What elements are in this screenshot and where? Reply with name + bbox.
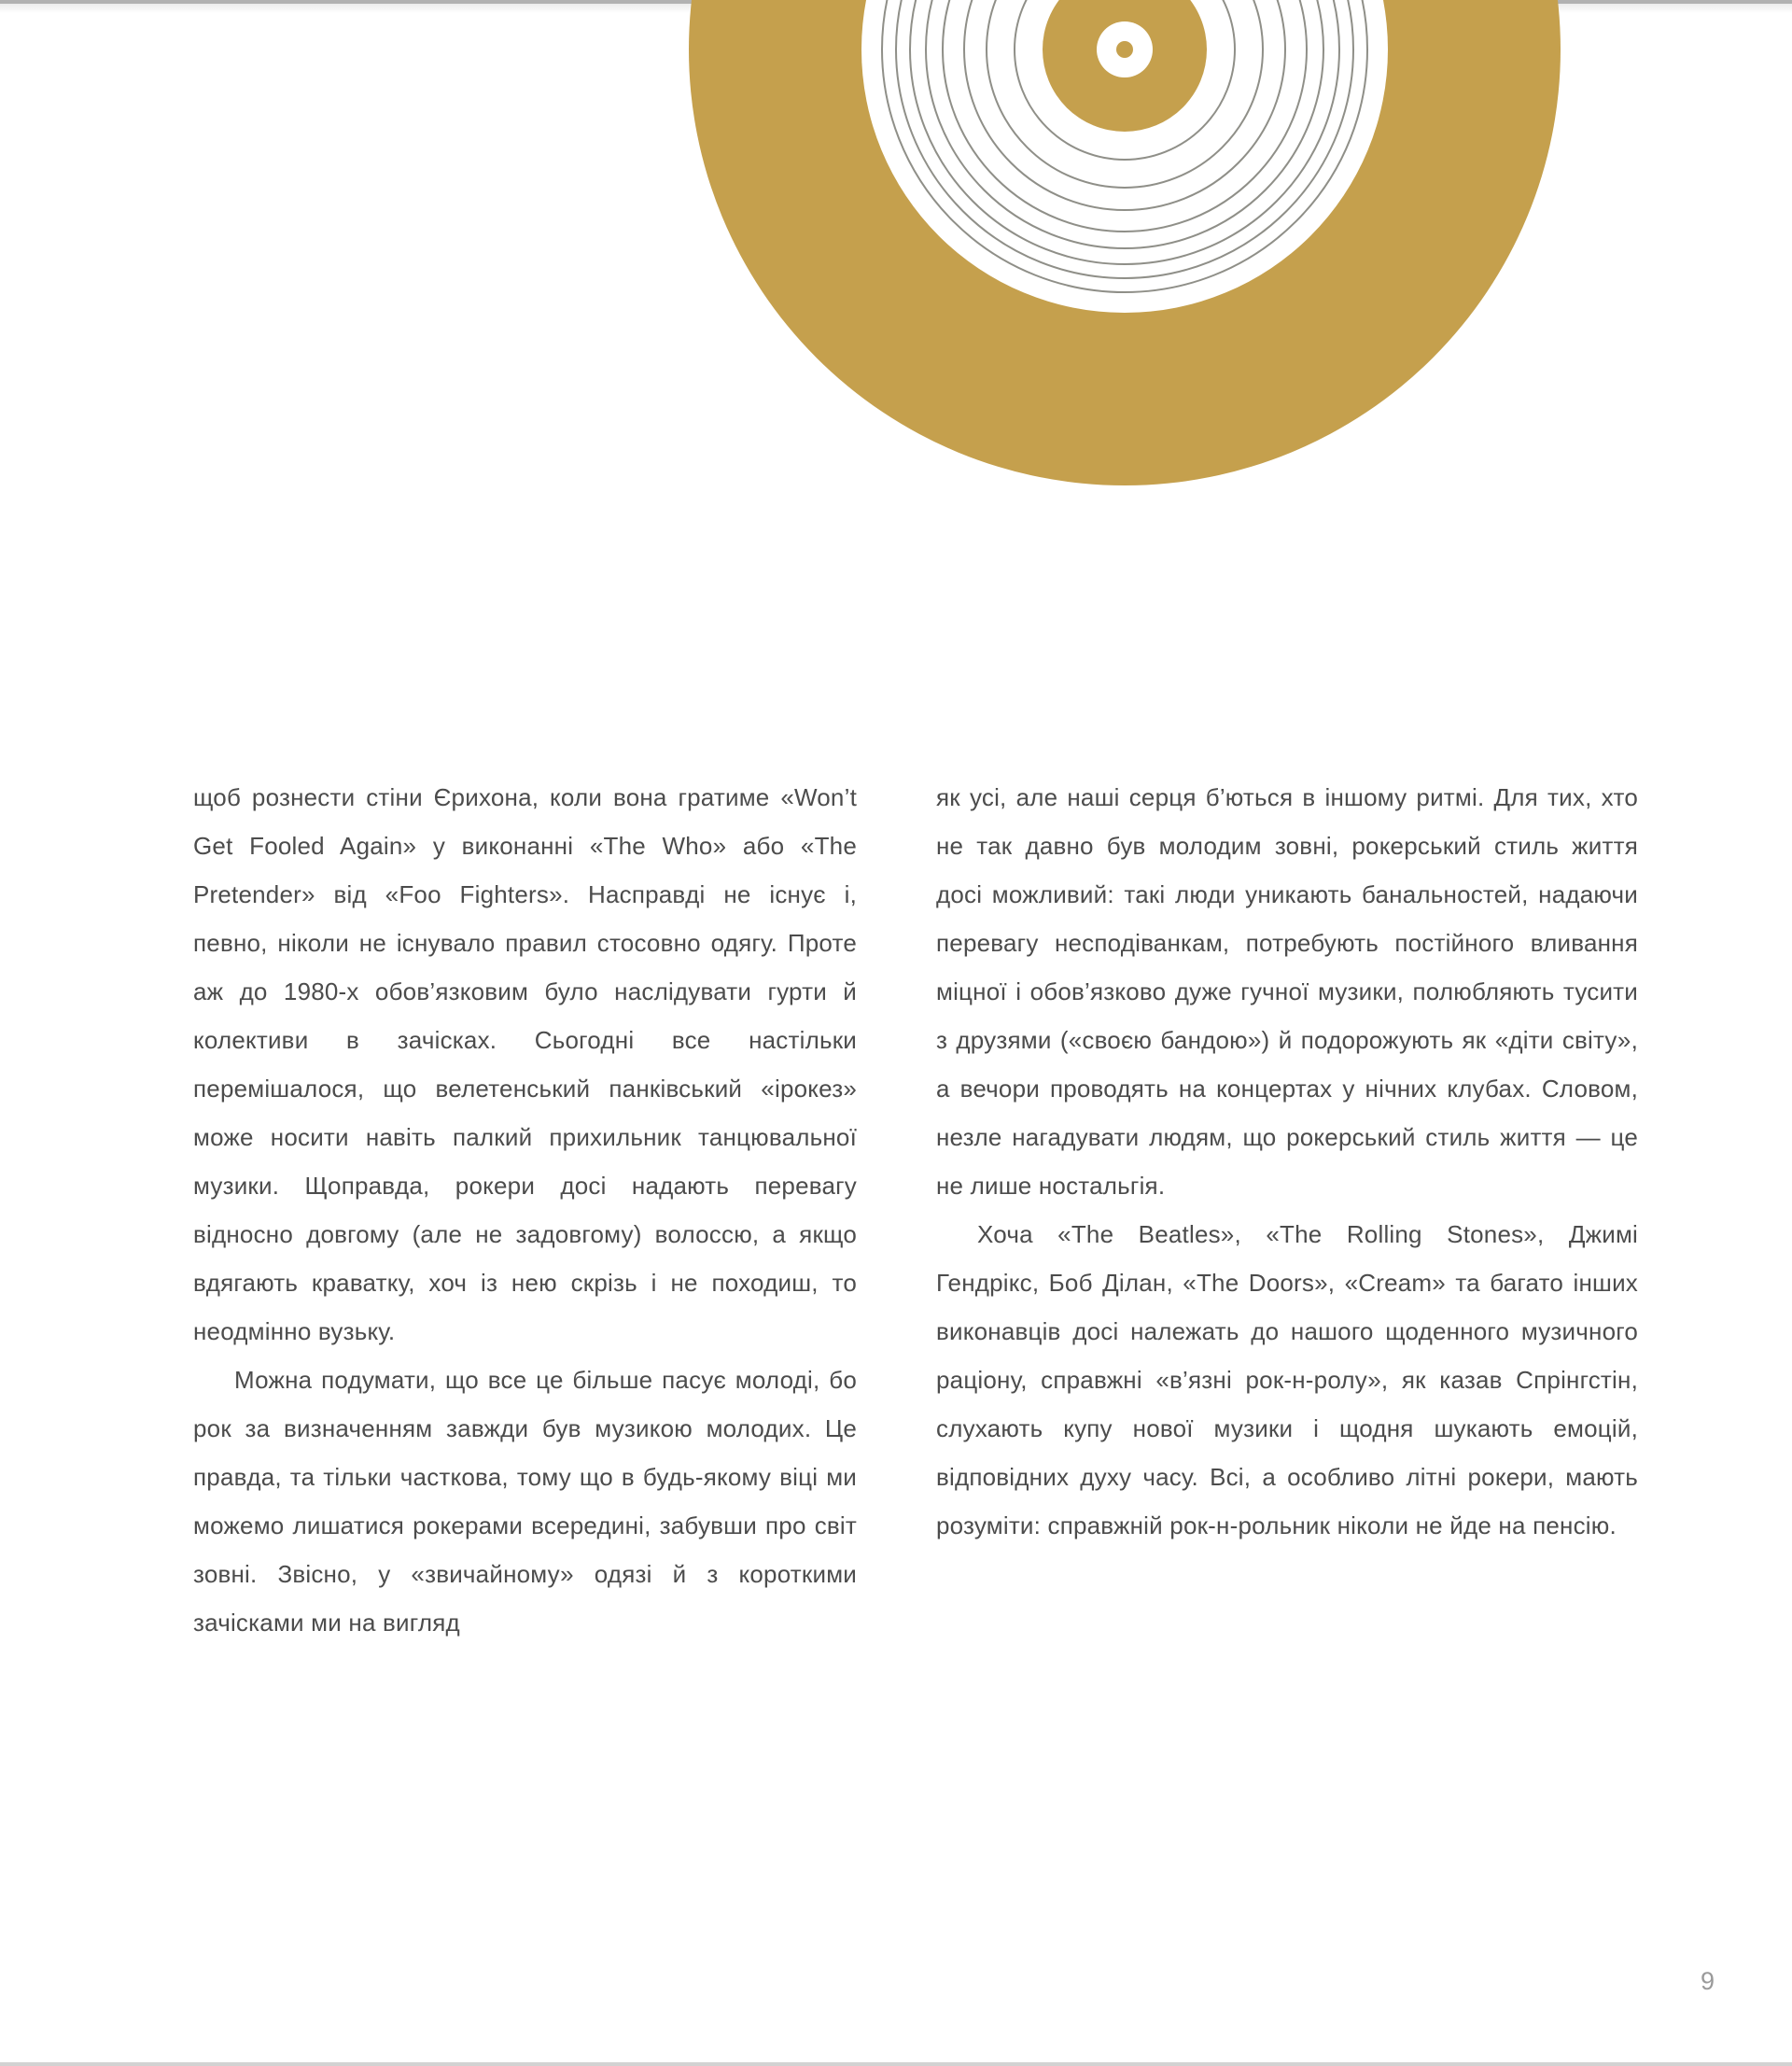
record-spindle-hole <box>1116 41 1133 58</box>
paragraph-continuation: щоб рознести стіни Єрихона, коли вона гратиме «Won’t Get Fooled Again» у виконанні «The Who» або «The Pretender» від «Foo Fighters». Насправді не існує і, певно, ніколи не існувало правил стосовно одягу. Проте аж до 1980-х обов’язковим було наслідувати гурти й колективи в зачісках. Сьогодні все настільки перемішалося, що велетенський панківський «ірокез» може носити навіть палкий прихильник танцювальної музики. Щоправда, рокери досі надають перевагу відносно довгому (але не задовгому) волоссю, а якщо вдягають краватку, хоч із нею скрізь і не походиш, то неодмінно вузьку. <box>193 783 857 1345</box>
page-bottom-edge <box>0 2062 1792 2066</box>
paragraph-continuation: як усі, але наші серця б’ються в іншому ритмі. Для тих, хто не так давно був молодим зовні, рокерський стиль життя досі можливий: такі люди уникають банальностей, надаючи перевагу несподіванкам, потребують постійного вливання міцної і обов’язково дуже гучної музики, полюбляють тусити з друзями («своєю бандою») й подорожують як «діти світу», а вечори проводять на концертах у нічних клубах. Словом, незле нагадувати людям, що рокерський стиль життя — це не лише ностальгія. <box>936 783 1638 1200</box>
vinyl-record-icon <box>686 0 1563 489</box>
paragraph: Хоча «The Beatles», «The Rolling Stones», Джимі Гендрікс, Боб Ділан, «The Doors», «Cream» та багато інших виконавців досі належать до нашого щоденного музичного раціону, справжні «в’язні рок-н-ролу», як казав Спрінгстін, слухають купу нової музики і щодня шукають емоцій, відповідних духу часу. Всі, а особливо літні рокери, мають розуміти: справжній рок-н-рольник ніколи не йде на пенсію. <box>936 1220 1638 1539</box>
paragraph: Можна подумати, що все це більше пасує молоді, бо рок за визначенням завжди був музикою молодих. Це правда, та тільки часткова, тому що в будь-якому віці ми можемо лишатися рокерами всередині, забувши про світ зовні. Звісно, у «звичайному» одязі й з короткими зачісками ми на вигляд <box>193 1366 857 1637</box>
page-number: 9 <box>1701 1967 1715 1995</box>
text-column-left <box>193 773 857 1647</box>
text-column-right <box>936 773 1638 1550</box>
